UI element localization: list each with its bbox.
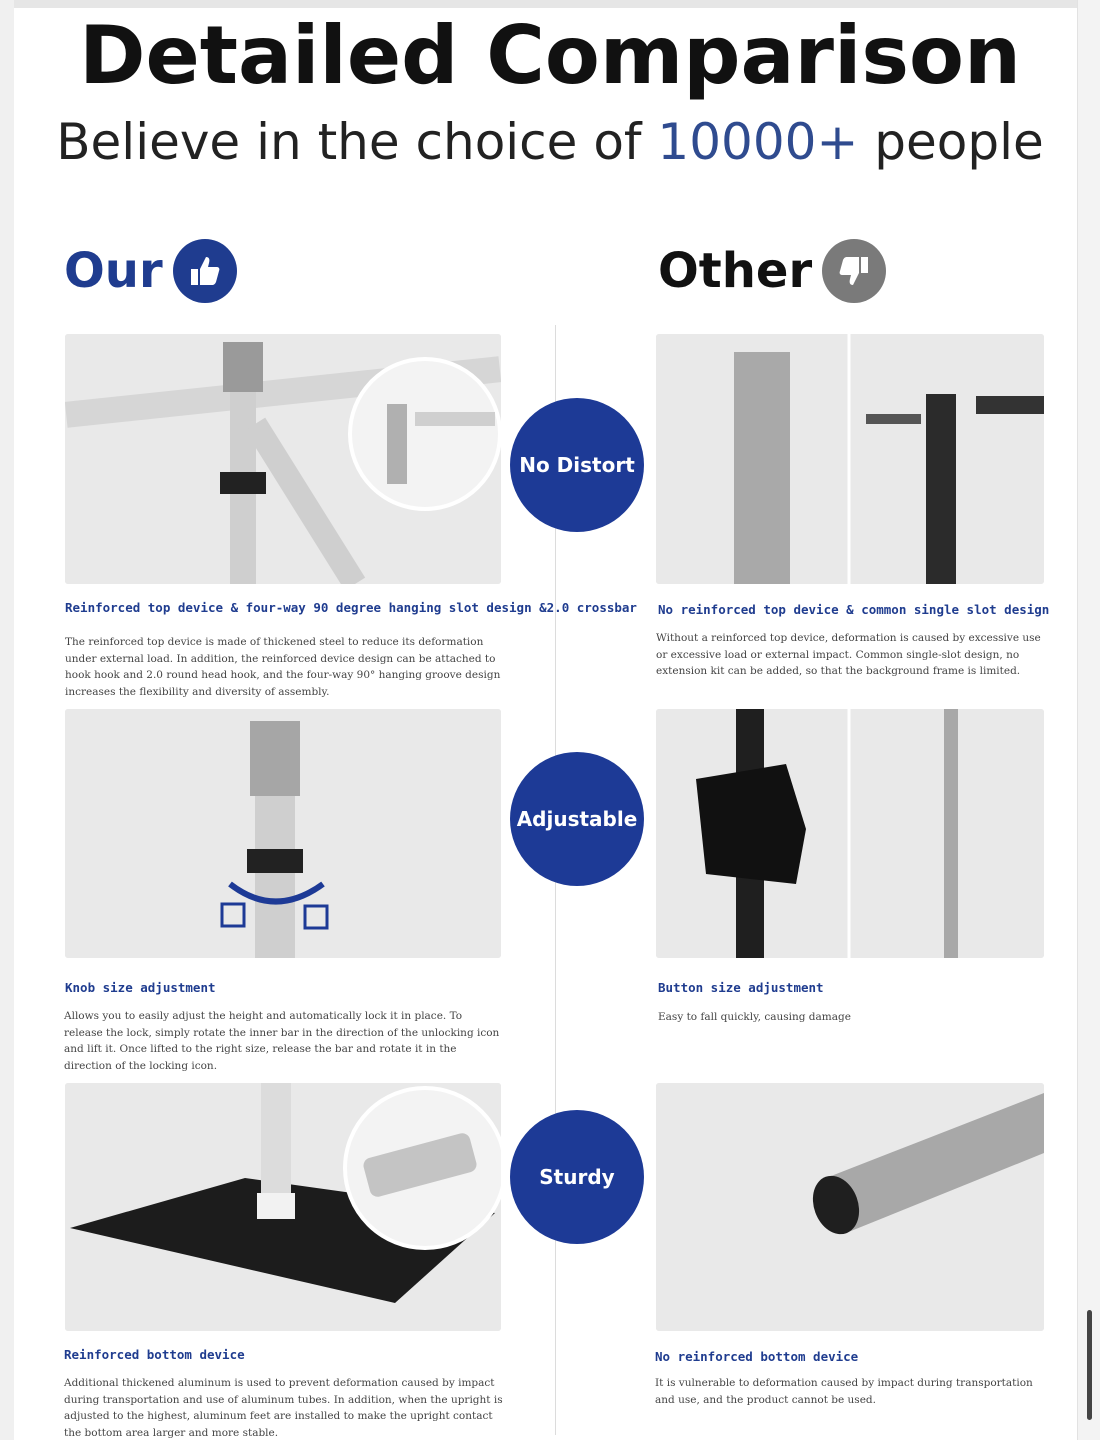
other-caption-title-2: Button size adjustment bbox=[658, 980, 824, 995]
subtitle-text: Believe in the choice of bbox=[56, 113, 658, 171]
thumbs-up-icon bbox=[173, 239, 237, 303]
page-subtitle bbox=[0, 110, 1100, 174]
window-left-edge bbox=[0, 0, 14, 1440]
scrollbar-track[interactable] bbox=[1077, 0, 1100, 1440]
badge-adjustable: Adjustable bbox=[510, 752, 644, 886]
our-caption-title-1: Reinforced top device & four-way 90 degree hanging slot design &2.0 crossbar bbox=[65, 600, 637, 615]
column-header-other bbox=[658, 236, 886, 306]
our-top-device-image bbox=[65, 334, 501, 584]
other-caption-title-1: No reinforced top device & common single slot design bbox=[658, 602, 1050, 617]
other-bottom-device-image bbox=[656, 1083, 1044, 1331]
our-caption-title-3: Reinforced bottom device bbox=[64, 1347, 245, 1362]
column-header-our bbox=[64, 236, 237, 306]
other-caption-title-3: No reinforced bottom device bbox=[655, 1349, 859, 1364]
column-label-our: Our bbox=[64, 243, 163, 299]
our-knob-image bbox=[65, 709, 501, 958]
our-caption-body-2: Allows you to easily adjust the height and automatically lock it in place. To release the lock, simply rotate the inner bar in the direction of the unlocking icon and lift it. Once lifted to the right size, release the bar and rotate it in the direction of the locking icon. bbox=[64, 1010, 500, 1072]
our-caption-title-2: Knob size adjustment bbox=[65, 980, 216, 995]
column-label-other: Other bbox=[658, 243, 813, 299]
page-title: Detailed Comparison bbox=[79, 9, 1021, 102]
badge-no-distort: No Distort bbox=[510, 398, 644, 532]
other-caption-body-1: Without a reinforced top device, deformation is caused by excessive use or excessive load or external impact. Common single-slot design, no extension kit can be added, so that the background frame is limited. bbox=[656, 632, 1041, 677]
thumbs-down-icon bbox=[822, 239, 886, 303]
other-caption-body-2: Easy to fall quickly, causing damage bbox=[658, 1011, 851, 1023]
other-top-device-image bbox=[656, 334, 1044, 584]
scrollbar-thumb[interactable] bbox=[1087, 1310, 1092, 1420]
other-button-image bbox=[656, 709, 1044, 958]
our-caption-body-3: Additional thickened aluminum is used to prevent deformation caused by impact during transportation and use of aluminum tubes. In addition, when the upright is adjusted to the highest, aluminum feet are installed to make the upright contact the bottom area larger and more stable. bbox=[64, 1377, 503, 1439]
other-caption-body-3: It is vulnerable to deformation caused by impact during transportation and use, and the product cannot be used. bbox=[655, 1377, 1033, 1406]
our-caption-body-1: The reinforced top device is made of thickened steel to reduce its deformation under external load. In addition, the reinforced device design can be attached to hook hook and 2.0 round head hook, and the four-way 90° hanging groove design increases the flexibility and diversity of assembly. bbox=[65, 636, 501, 698]
badge-sturdy: Sturdy bbox=[510, 1110, 644, 1244]
our-bottom-device-image bbox=[65, 1083, 501, 1331]
subtitle-text-end: people bbox=[858, 113, 1044, 171]
subtitle-highlight: 10000+ bbox=[657, 113, 859, 171]
